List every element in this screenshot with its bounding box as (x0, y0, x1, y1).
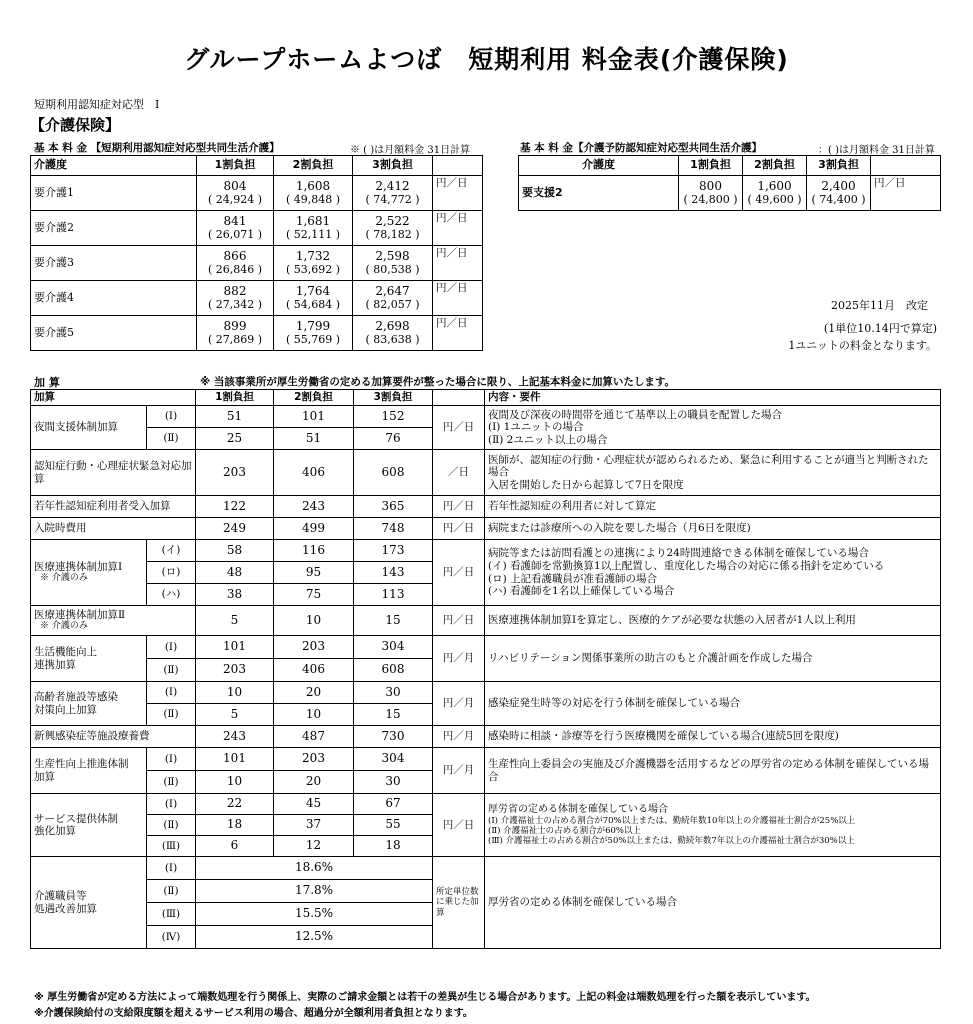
footer-note-2: ※介護保険給付の支給限度額を超えるサービス利用の場合、超過分が全額利用者負担となります。 (34, 1008, 473, 1019)
unit: 円／日 (433, 606, 485, 636)
addon-sub: (Ⅱ) (147, 771, 196, 794)
unit: 円／月 (433, 726, 485, 748)
addon-sub: (ロ) (147, 562, 196, 584)
addon-desc (485, 406, 941, 450)
unit: 円／日 (433, 518, 485, 540)
monthly-1: ( 26,846 ) (207, 262, 263, 276)
desc-line: (Ⅱ) 介護福祉士の占める割合が60%以上 (488, 825, 642, 836)
addon-name: 認知症行動・心理症状緊急対応加算 (31, 450, 196, 496)
addon-name: 若年性認知症利用者受入加算 (31, 496, 196, 518)
addon-sub: (Ⅰ) (147, 682, 196, 704)
care-level: 要介護1 (31, 176, 197, 211)
fee-1: 800 (699, 178, 722, 193)
cell: 608 (354, 659, 433, 682)
fee-3: 2,412 (375, 178, 410, 193)
desc-line: 厚労省の定める体制を確保している場合 (488, 803, 668, 815)
monthly-1: ( 24,800 ) (683, 192, 738, 206)
fee-2: 1,608 (295, 178, 331, 193)
unit: 所定単位数に乗じた加算 (433, 857, 485, 949)
cell: 101 (274, 406, 354, 428)
monthly-3: ( 82,057 ) (365, 297, 420, 311)
addon-sub: (Ⅰ) (147, 857, 196, 880)
addon-name (31, 748, 147, 794)
addon-sub: (Ⅰ) (147, 794, 196, 815)
addon-sub: (Ⅰ) (147, 406, 196, 428)
cell: 152 (354, 406, 433, 428)
cell: 38 (196, 584, 274, 606)
footer-note-1: ※ 厚生労働省が定める方法によって端数処理を行う関係上、実際のご請求金額とは若干の差異が生じる場合があります。上記の料金は端数処理を行った額を表示しています。 (34, 992, 816, 1003)
addon-desc: リハビリテーション関係事業所の助言のもと介護計画を作成した場合 (485, 636, 941, 682)
right-table-note: ：( )は月額料金 31日計算 (818, 145, 935, 156)
desc-line: 病院等または訪問看護との連携により24時間連絡できる体制を確保している場合 (488, 547, 869, 560)
cell: 15 (354, 704, 433, 726)
cell: 203 (274, 748, 354, 771)
addon-col-2: 2割負担 (274, 390, 354, 406)
addon-name: 入院時費用 (31, 518, 196, 540)
addon-desc: 若年性認知症の利用者に対して算定 (485, 496, 941, 518)
addon-name (31, 857, 147, 949)
fee-2: 1,764 (295, 283, 331, 298)
unit-note: 1ユニットの料金となります。 (788, 339, 937, 352)
cell: 15.5% (196, 903, 433, 926)
table-row (31, 518, 941, 540)
cell: 37 (274, 815, 354, 836)
table-row (31, 281, 483, 316)
cell: 76 (354, 428, 433, 450)
cell: 499 (274, 518, 354, 540)
fee-1: 841 (223, 213, 247, 228)
unit: 円／日 (433, 496, 485, 518)
monthly-3: ( 83,638 ) (365, 332, 420, 346)
table-row (519, 176, 941, 211)
desc-line: (Ⅰ) 1ユニットの場合 (488, 421, 584, 434)
addon-col-3: 3割負担 (354, 390, 433, 406)
addon-note: ※ 介護のみ (40, 573, 88, 584)
cell: 406 (274, 450, 354, 496)
cell: 5 (196, 704, 274, 726)
addon-col-1: 1割負担 (196, 390, 274, 406)
desc-line: (ロ) 上記看護職員が准看護師の場合 (488, 572, 658, 585)
addon-name-text: 介護職員等 (34, 890, 87, 903)
unit: 円／日 (433, 211, 483, 246)
unit: 円／日 (433, 406, 485, 450)
subtitle: 短期利用認知症対応型 Ⅰ (34, 98, 160, 111)
fee-3: 2,698 (375, 318, 410, 333)
cell: 12 (274, 836, 354, 857)
monthly-2: ( 49,600 ) (747, 192, 802, 206)
cell: 30 (354, 682, 433, 704)
cell: 6 (196, 836, 274, 857)
cell: 365 (354, 496, 433, 518)
table-row (31, 450, 941, 496)
desc-line: 夜間及び深夜の時間帯を通じて基準以上の職員を配置した場合 (488, 408, 782, 421)
unit: 円／月 (433, 748, 485, 794)
cell: 10 (274, 704, 354, 726)
fee-2: 1,799 (295, 318, 331, 333)
addon-notice: ※ 当該事業所が厚生労働省の定める加算要件が整った場合に限り、上記基本料金に加算いたします。 (200, 376, 676, 388)
addon-col-unit (433, 390, 485, 406)
cell: 748 (354, 518, 433, 540)
monthly-3: ( 78,182 ) (365, 227, 420, 241)
cell: 30 (354, 771, 433, 794)
addon-name-text: 高齢者施設等感染 (34, 691, 118, 704)
unit: 円／日 (871, 176, 941, 211)
addon-table (30, 389, 941, 949)
unit: 円／日 (433, 281, 483, 316)
monthly-1: ( 24,924 ) (207, 192, 263, 206)
care-level: 要介護4 (31, 281, 197, 316)
cell: 203 (196, 659, 274, 682)
unit: 円／日 (433, 246, 483, 281)
addon-desc: 感染時に相談・診療等を行う医療機関を確保している場合(連続5回を限度) (485, 726, 941, 748)
addon-name (31, 794, 147, 857)
cell: 608 (354, 450, 433, 496)
fee-1: 899 (223, 318, 247, 333)
cell: 101 (196, 636, 274, 659)
addon-sub: (Ⅲ) (147, 836, 196, 857)
addon-name (31, 606, 196, 636)
cell: 18 (354, 836, 433, 857)
unit: 円／月 (433, 682, 485, 726)
addon-desc (485, 540, 941, 606)
desc-line: 入居を開始した日から起算して7日を限度 (488, 478, 684, 491)
monthly-3: ( 80,538 ) (365, 262, 420, 276)
cell: 203 (274, 636, 354, 659)
table-row (31, 316, 483, 351)
desc-line: (Ⅰ) 介護福祉士の占める割合が70%以上または、勤続年数10年以上の介護福祉士割合が25%以上 (488, 815, 856, 826)
monthly-2: ( 52,111 ) (285, 227, 341, 241)
cell: 406 (274, 659, 354, 682)
unit: 円／日 (433, 794, 485, 857)
addon-label: 加 算 (34, 376, 60, 389)
cell: 75 (274, 584, 354, 606)
right-table-header: 基 本 料 金【介護予防認知症対応型共同生活介護】 (520, 142, 762, 154)
cell: 17.8% (196, 880, 433, 903)
cell: 730 (354, 726, 433, 748)
addon-name-text: 加算 (34, 770, 55, 783)
left-table-header: 基 本 料 金 【短期利用認知症対応型共同生活介護】 (34, 142, 280, 154)
table-row (31, 211, 483, 246)
care-level: 要介護2 (31, 211, 197, 246)
addon-name-text: 生活機能向上 (34, 646, 97, 659)
table-row (31, 794, 941, 815)
col-header-unit (433, 156, 483, 176)
desc-line: 医師が、認知症の行動・心理症状が認められるため、緊急に利用することが適当と判断された場合 (488, 453, 929, 479)
addon-desc: 生産性向上委員会の実施及び介護機器を活用するなどの厚労省の定める体制を確保している場合 (485, 748, 941, 794)
cell: 116 (274, 540, 354, 562)
cell: 45 (274, 794, 354, 815)
addon-col-desc: 内容・要件 (485, 390, 941, 406)
addon-name-text: サービス提供体制 (34, 812, 118, 825)
monthly-2: ( 54,684 ) (285, 297, 341, 311)
fee-3: 2,647 (375, 283, 410, 298)
addon-name-text: 処遇改善加算 (34, 902, 97, 915)
fee-1: 866 (223, 248, 247, 263)
addon-desc: 医療連携体制加算Ⅰを算定し、医療的ケアが必要な状態の入居者が1人以上利用 (485, 606, 941, 636)
table-row (31, 496, 941, 518)
cell: 12.5% (196, 926, 433, 949)
addon-sub: (Ⅰ) (147, 636, 196, 659)
support-fee-table (518, 155, 941, 211)
fee-3: 2,598 (375, 248, 410, 263)
addon-sub: (Ⅱ) (147, 880, 196, 903)
table-row (31, 606, 941, 636)
col-header-2: 2割負担 (743, 156, 807, 176)
fee-2: 1,681 (295, 213, 331, 228)
cell: 304 (354, 636, 433, 659)
table-row (31, 857, 941, 880)
cell: 67 (354, 794, 433, 815)
basic-fee-table (30, 155, 483, 351)
cell: 48 (196, 562, 274, 584)
fee-3: 2,522 (375, 213, 410, 228)
unit: 円／日 (433, 316, 483, 351)
monthly-2: ( 53,692 ) (285, 262, 341, 276)
cell: 55 (354, 815, 433, 836)
addon-name-text: 強化加算 (34, 825, 76, 837)
cell: 15 (354, 606, 433, 636)
table-row (31, 636, 941, 659)
addon-sub: (Ⅳ) (147, 926, 196, 949)
section-heading: 【介護保険】 (30, 116, 121, 134)
col-header-level: 介護度 (31, 156, 197, 176)
cell: 243 (196, 726, 274, 748)
col-header-1: 1割負担 (197, 156, 274, 176)
monthly-1: ( 27,869 ) (207, 332, 263, 346)
col-header-3: 3割負担 (807, 156, 871, 176)
desc-line: (イ) 看護師を常勤換算1以上配置し、重度化した場合の対応に係る指針を定めている (488, 559, 885, 572)
addon-desc: 厚労省の定める体制を確保している場合 (485, 857, 941, 949)
addon-name-text: 医療連携体制加算Ⅰ (34, 561, 123, 574)
col-header-2: 2割負担 (274, 156, 353, 176)
unit: 円／日 (433, 540, 485, 606)
cell: 10 (196, 682, 274, 704)
monthly-1: ( 27,342 ) (207, 297, 263, 311)
addon-name-text: 連携加算 (34, 658, 76, 671)
addon-name: 新興感染症等施設療養費 (31, 726, 196, 748)
cell: 18 (196, 815, 274, 836)
table-row (31, 406, 941, 428)
addon-sub: (Ⅱ) (147, 815, 196, 836)
cell: 20 (274, 682, 354, 704)
addon-desc: 病院または診療所への入院を要した場合（月6日を限度) (485, 518, 941, 540)
table-row (31, 246, 483, 281)
cell: 10 (274, 606, 354, 636)
addon-name: 夜間支援体制加算 (31, 406, 147, 450)
cell: 249 (196, 518, 274, 540)
fee-2: 1,732 (295, 248, 331, 263)
cell: 95 (274, 562, 354, 584)
table-row (31, 726, 941, 748)
addon-name-text: 医療連携体制加算Ⅱ (34, 609, 126, 622)
addon-col-name: 加算 (31, 390, 196, 406)
cell: 18.6% (196, 857, 433, 880)
cell: 51 (274, 428, 354, 450)
addon-sub: (ハ) (147, 584, 196, 606)
monthly-1: ( 26,071 ) (207, 227, 263, 241)
monthly-2: ( 49,848 ) (285, 192, 341, 206)
table-row (31, 540, 941, 562)
addon-sub: (Ⅲ) (147, 903, 196, 926)
desc-line: (Ⅲ) 介護福祉士の占める割合が50%以上または、勤続年数7年以上の介護福祉士割合が30%以上 (488, 836, 855, 847)
addon-sub: (Ⅱ) (147, 659, 196, 682)
table-row (31, 176, 483, 211)
cell: 10 (196, 771, 274, 794)
monthly-3: ( 74,772 ) (365, 192, 420, 206)
col-header-3: 3割負担 (353, 156, 433, 176)
cell: 487 (274, 726, 354, 748)
cell: 173 (354, 540, 433, 562)
fee-3: 2,400 (821, 178, 856, 193)
addon-note: ※ 介護のみ (40, 621, 88, 632)
addon-desc (485, 794, 941, 857)
fee-1: 804 (223, 178, 247, 193)
addon-sub: (Ⅱ) (147, 428, 196, 450)
cell: 122 (196, 496, 274, 518)
addon-name (31, 636, 147, 682)
desc-line: (ハ) 看護師を1名以上確保している場合 (488, 585, 675, 598)
col-header-unit (871, 156, 941, 176)
cell: 203 (196, 450, 274, 496)
cell: 143 (354, 562, 433, 584)
addon-sub: (Ⅰ) (147, 748, 196, 771)
addon-sub: (Ⅱ) (147, 704, 196, 726)
cell: 243 (274, 496, 354, 518)
care-level: 要介護3 (31, 246, 197, 281)
addon-desc (485, 450, 941, 496)
revision-date: 2025年11月 改定 (831, 299, 928, 312)
cell: 20 (274, 771, 354, 794)
fee-2: 1,600 (757, 178, 792, 193)
cell: 5 (196, 606, 274, 636)
left-table-note: ※ ( )は月額料金 31日計算 (350, 145, 471, 156)
addon-name (31, 682, 147, 726)
fee-1: 882 (223, 283, 247, 298)
unit: ／日 (433, 450, 485, 496)
cell: 25 (196, 428, 274, 450)
table-row (31, 682, 941, 704)
unit-price-note: (1単位10.14円で算定) (823, 322, 937, 335)
cell: 101 (196, 748, 274, 771)
addon-sub: (イ) (147, 540, 196, 562)
addon-name-text: 対策向上加算 (34, 703, 97, 716)
addon-desc: 感染症発生時等の対応を行う体制を確保している場合 (485, 682, 941, 726)
cell: 51 (196, 406, 274, 428)
monthly-3: ( 74,400 ) (811, 192, 866, 206)
col-header-level: 介護度 (519, 156, 679, 176)
monthly-2: ( 55,769 ) (285, 332, 341, 346)
addon-name-text: 生産性向上推進体制 (34, 758, 129, 771)
col-header-1: 1割負担 (679, 156, 743, 176)
care-level: 要支援2 (519, 176, 679, 211)
unit: 円／日 (433, 176, 483, 211)
addon-name (31, 540, 147, 606)
page-title: グループホームよつば 短期利用 料金表(介護保険) (184, 45, 789, 74)
cell: 304 (354, 748, 433, 771)
unit: 円／月 (433, 636, 485, 682)
cell: 58 (196, 540, 274, 562)
table-row (31, 748, 941, 771)
cell: 113 (354, 584, 433, 606)
desc-line: (Ⅱ) 2ユニット以上の場合 (488, 433, 608, 446)
cell: 22 (196, 794, 274, 815)
care-level: 要介護5 (31, 316, 197, 351)
